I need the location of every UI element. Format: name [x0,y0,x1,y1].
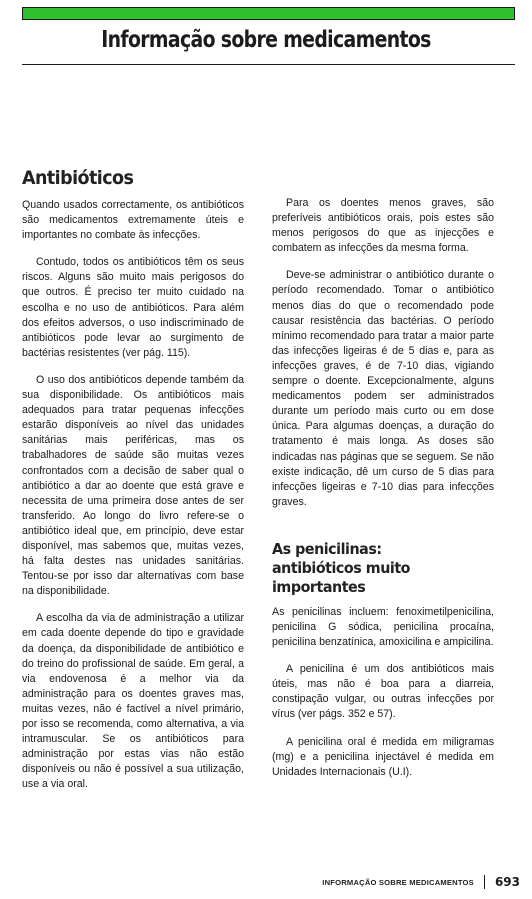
paragraph: A penicilina oral é medida em miligramas (mg) e a penicilina injectável é medida em Unidades Internacionais (U.I). [272,735,494,778]
section-heading-antibiotics: Antibióticos [22,167,134,189]
header-color-bar [22,7,515,20]
paragraph: A penicilina é um dos antibióticos mais úteis, mas não é boa para a diarreia, constipação vulgar, ou outras infecções por vírus (ver págs. 352 e 57). [272,663,494,721]
paragraph: Para os doentes menos graves, são preferíveis antibióticos orais, pois estes são menos perigosos do que as injecções e combatem as infecções da mesma forma. [272,197,494,255]
subsection-heading-penicillins [272,540,476,597]
paragraph: O uso dos antibióticos depende também da sua disponibilidade. Os antibióticos mais adequados para tratar pequenas infecções estarão disponíveis ao nível das unidades sanitárias mais periféricas, mas os trabalhadores de saúde são muitas vezes confrontados com a decisão de saber qual o antibiótico a dar ao doente que está grave e necessita de uma primeira dose antes de ser transferido. Ao longo do livro refere-se o antibiótico ideal que, em princípio, deve estar disponível, mas sabemos que, muitas vezes, há falta destes nas unidades sanitárias. Tentou-se por isso dar alternativas com base na disponibilidade. [22,373,244,598]
page-number: 693 [494,875,520,889]
paragraph: A escolha da via de administração a utilizar em cada doente depende do tipo e gravidade da doença, da disponibilidade de antibiótico e do treino do profissional de saúde. Em geral, a via endovenosa é a melhor via da administração para os doentes graves mas, muitas vezes, não é factível a nível primário, por isso se recomenda, como alternativa, a via intramuscular. Se os antibióticos para administração por estas vias não estão disponíveis ou não é possível a sua utilização, use a via oral. [22,612,244,791]
page-footer [322,875,520,889]
title-divider [22,64,515,65]
subsection-heading-line: antibióticos muito importantes [272,558,411,596]
right-column [272,196,494,792]
paragraph: Contudo, todos os antibióticos têm os seus riscos. Alguns são muito mais perigosos do que outros. É preciso ter muito cuidado na escolha e no uso de antibióticos. Para além dos efeitos adversos, o uso indiscriminado de antibióticos pode levar ao surgimento de bactérias resistentes (ver pág. 115). [22,256,244,359]
paragraph: Deve-se administrar o antibiótico durante o período recomendado. Tomar o antibiótico menos dias do que o recomendado pode causar resistência das bactérias. O período mínimo recomendado para tratar a maior parte das infecções ligeiras é de 5 dias e, para as infecções graves, é de 7-10 dias, vigiando sempre o doente. Excepcionalmente, alguns medicamentos podem ser administrados durante um período mais curto ou em dose única. Para algumas doenças, a duração do tratamento é mais longa. As doses são indicadas nas páginas que se seguem. Se não existe indicação, dê um curso de 5 dias para infecções ligeiras e 7-10 dias para infecções graves. [272,269,494,508]
paragraph: As penicilinas incluem: fenoximetilpenicilina, penicilina G sódica, penicilina procaína, penicilina benzatínica, amoxicilina e ampicilina. [272,605,494,649]
page-title: Informação sobre medicamentos [101,27,431,53]
footer-divider [484,875,485,889]
subsection-heading-line: As penicilinas: [272,539,382,558]
footer-running-title: INFORMAÇÃO SOBRE MEDICAMENTOS [322,877,474,887]
paragraph: Quando usados correctamente, os antibióticos são medicamentos extremamente úteis e importantes no combate às infecções. [22,199,244,242]
left-column [22,163,244,804]
